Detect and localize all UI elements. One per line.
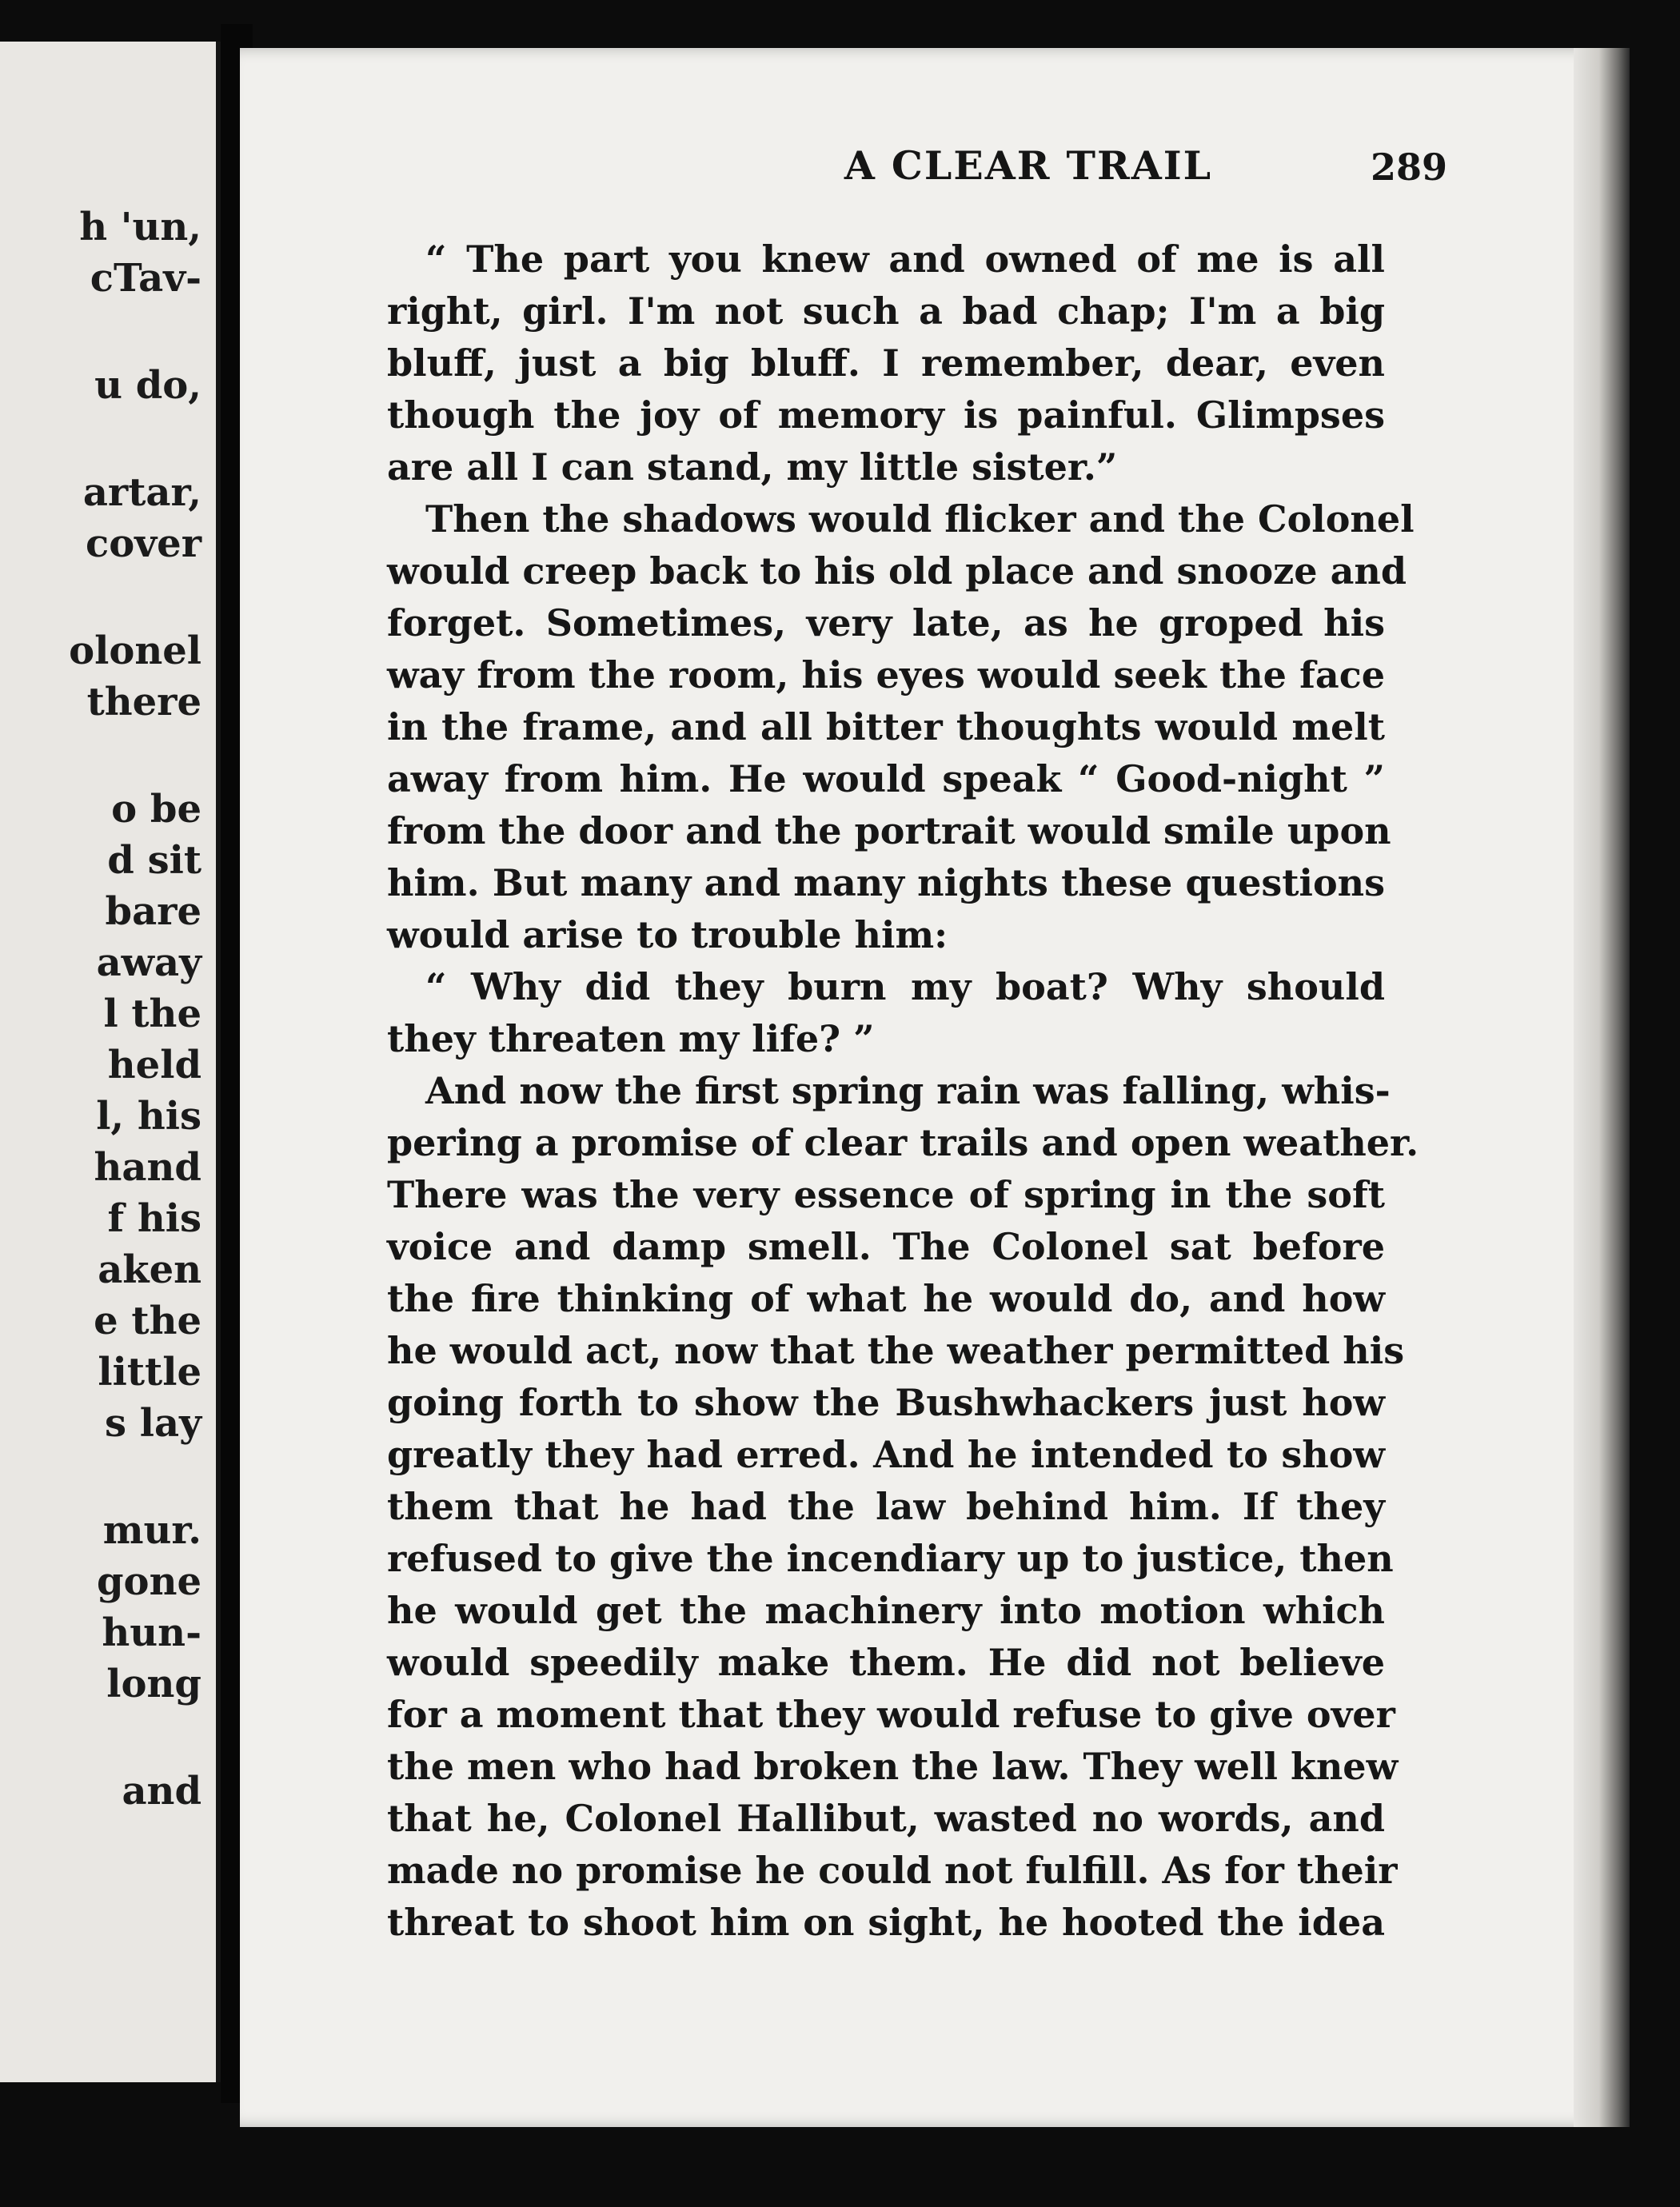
left-page-fragment: l the: [103, 992, 202, 1036]
previous-page: [0, 42, 221, 2082]
text-line: would creep back to his old place and snooze and: [387, 549, 1407, 593]
left-page-fragment: hand: [94, 1145, 202, 1190]
text-line: would speedily make them. He did not believe: [387, 1641, 1385, 1684]
text-line: Then the shadows would flicker and the Colonel: [425, 497, 1415, 541]
left-page-fragment: little: [98, 1350, 202, 1395]
left-page-fragment: olonel: [69, 629, 202, 673]
left-page-fragment: mur.: [102, 1508, 202, 1553]
text-line: though the joy of memory is painful. Glimpses: [387, 393, 1385, 437]
text-line: threat to shoot him on sight, he hooted the idea: [387, 1901, 1385, 1944]
text-line: pering a promise of clear trails and open weather.: [387, 1121, 1419, 1164]
text-line: bluff, just a big bluff. I remember, dear, even: [387, 341, 1385, 385]
left-page-fragment: o be: [111, 787, 202, 832]
text-line: voice and damp smell. The Colonel sat before: [387, 1225, 1385, 1268]
text-line: “ Why did they burn my boat? Why should: [425, 965, 1385, 1008]
text-line: And now the first spring rain was falling, whis-: [425, 1069, 1391, 1112]
text-line: they threaten my life? ”: [387, 1017, 875, 1060]
text-line: going forth to show the Bushwhackers just how: [387, 1381, 1385, 1424]
left-page-fragment: u do,: [94, 363, 202, 408]
text-line: in the frame, and all bitter thoughts would melt: [387, 705, 1385, 748]
text-line: right, girl. I'm not such a bad chap; I'm a big: [387, 289, 1385, 333]
text-line: he would act, now that the weather permitted his: [387, 1329, 1405, 1372]
left-page-fragment: held: [107, 1043, 202, 1088]
text-line: greatly they had erred. And he intended to show: [387, 1433, 1385, 1476]
left-page-fragment: long: [106, 1662, 202, 1706]
left-page-fragment: cTav-: [90, 256, 202, 301]
left-page-fragment: hun-: [102, 1610, 202, 1655]
text-line: made no promise he could not fulfill. As for their: [387, 1849, 1398, 1892]
left-page-fragment: artar,: [82, 470, 202, 515]
left-page-fragment: e the: [94, 1299, 202, 1343]
text-line: are all I can stand, my little sister.”: [387, 445, 1118, 489]
text-line: way from the room, his eyes would seek the face: [387, 653, 1385, 696]
text-line: he would get the machinery into motion which: [387, 1589, 1385, 1632]
left-page-fragment: aken: [98, 1247, 202, 1292]
page-number: 289: [1370, 146, 1447, 189]
left-page-fragment: h 'un,: [79, 205, 202, 249]
left-page-fragment: d sit: [107, 838, 202, 883]
text-line: the men who had broken the law. They well knew: [387, 1745, 1399, 1788]
text-line: would arise to trouble him:: [387, 913, 948, 956]
text-line: There was the very essence of spring in the soft: [387, 1173, 1385, 1216]
page-body-text: [387, 233, 1419, 1949]
left-page-fragment: and: [122, 1769, 202, 1814]
left-page-fragment: s lay: [105, 1401, 202, 1446]
left-page-fragment: f his: [107, 1196, 202, 1241]
left-page-fragment: gone: [96, 1559, 202, 1604]
text-line: refused to give the incendiary up to justice, then: [387, 1537, 1394, 1580]
left-page-fragment: away: [96, 940, 202, 985]
left-page-fragment: there: [86, 680, 202, 724]
text-line: away from him. He would speak “ Good-night ”: [387, 757, 1385, 800]
text-line: forget. Sometimes, very late, as he groped his: [387, 601, 1385, 645]
running-head: A CLEAR TRAIL: [844, 142, 1213, 189]
left-page-fragment: l, his: [96, 1094, 202, 1139]
current-page: [240, 48, 1630, 2127]
text-line: from the door and the portrait would smile upon: [387, 809, 1391, 852]
text-line: that he, Colonel Hallibut, wasted no words, and: [387, 1797, 1385, 1840]
text-line: them that he had the law behind him. If they: [387, 1485, 1385, 1528]
left-page-fragment: cover: [86, 521, 202, 566]
text-line: him. But many and many nights these questions: [387, 861, 1385, 904]
page-edge-shadow: [1574, 48, 1630, 2127]
text-line: for a moment that they would refuse to give over: [387, 1693, 1395, 1736]
text-line: “ The part you knew and owned of me is all: [425, 237, 1385, 281]
left-page-fragment: bare: [105, 889, 202, 934]
text-line: the fire thinking of what he would do, and how: [387, 1277, 1385, 1320]
